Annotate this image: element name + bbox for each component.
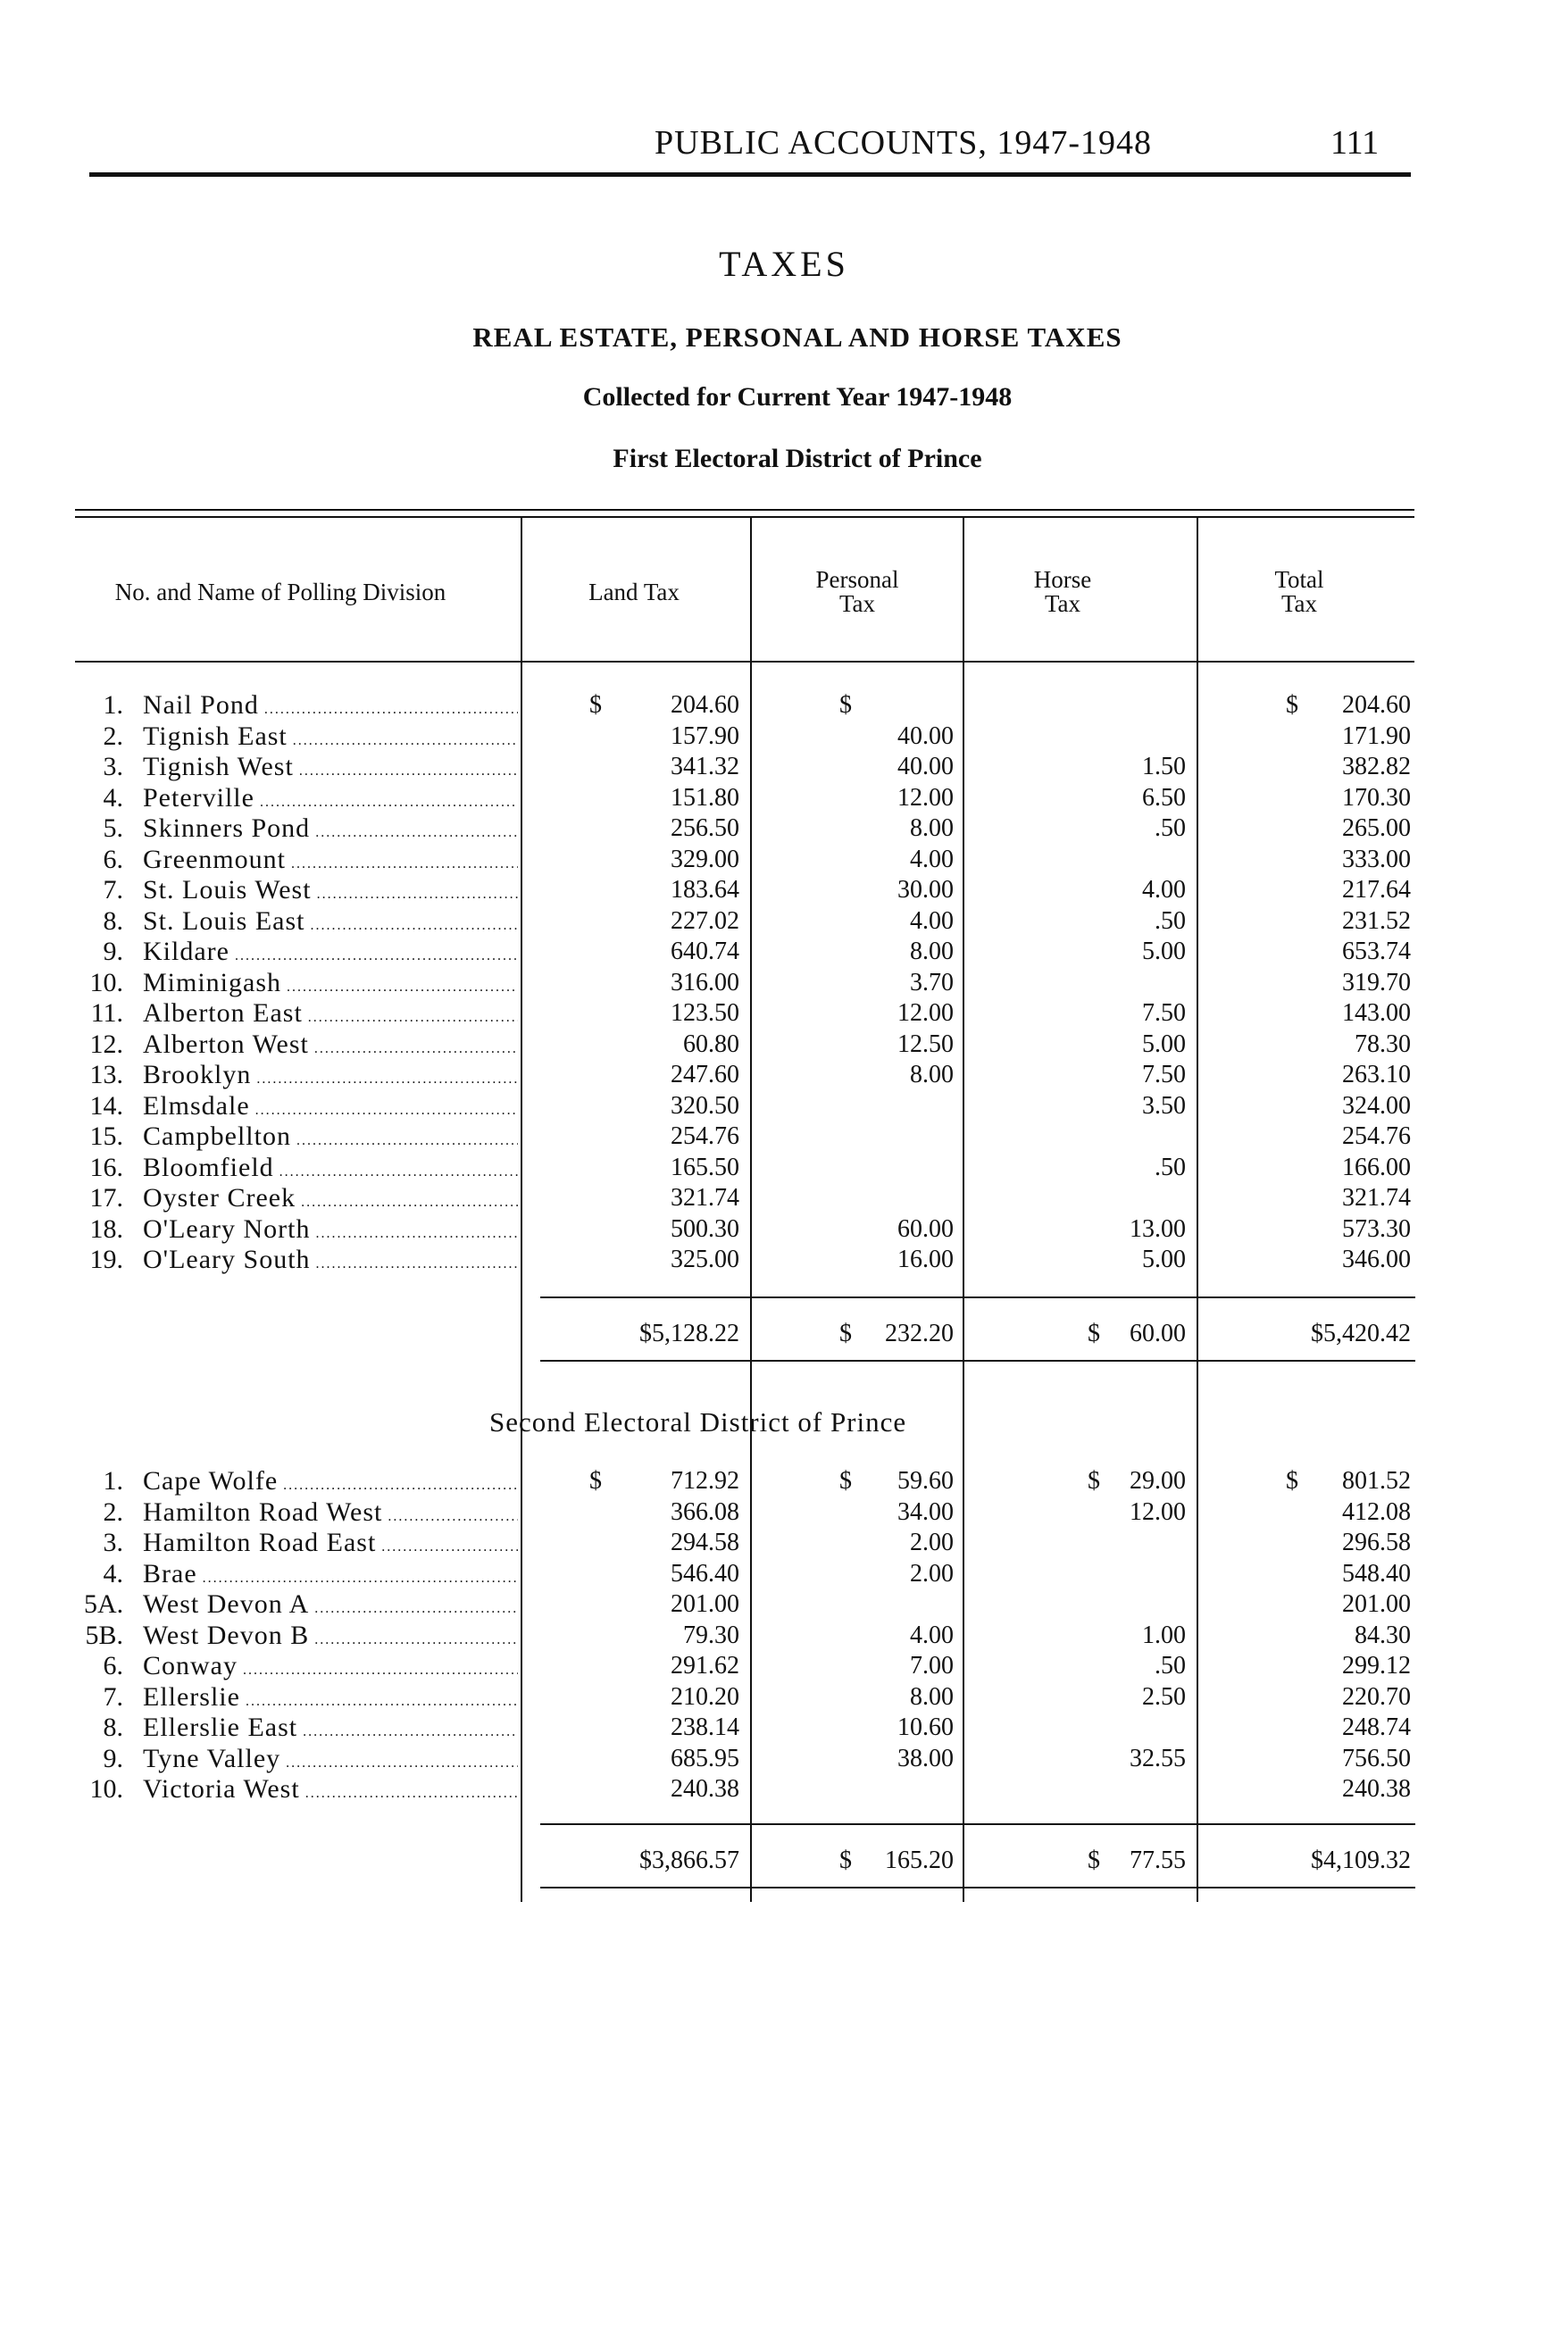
table-row [0,998,1568,1030]
col-header-total [1201,568,1397,616]
total-rule [540,1360,1415,1362]
total-currency-sign: $ [1286,1467,1298,1495]
division-number: 15. [89,1121,123,1151]
col-header-horse-line1: Horse [1033,566,1092,593]
land-tax-value: 79.30 [683,1621,739,1649]
personal-tax-value: 34.00 [897,1497,954,1526]
division-name: O'Leary South ..... [143,1245,518,1280]
horse-tax-value: 7.50 [1142,999,1186,1027]
total-tax-value: 319.70 [1342,968,1411,996]
total-tax-value: 333.00 [1342,845,1411,873]
land-tax-value: 316.00 [671,968,739,996]
division-name: Ellerslie East ..... [143,1713,518,1747]
personal-tax-value: 10.60 [897,1713,954,1741]
division-name: Hamilton Road West ..... [143,1497,518,1532]
horse-tax-value: 7.50 [1142,1061,1186,1088]
division-number: 9. [103,1743,123,1773]
personal-tax-value: 38.00 [897,1744,954,1772]
division-number: 17. [89,1183,123,1213]
land-tax-value: 640.74 [671,938,739,965]
land-tax-value: 204.60 [671,691,739,719]
division-number: 5B. [85,1620,123,1650]
land-tax-value: 366.08 [671,1497,739,1526]
division-name: O'Leary North ..... [143,1214,518,1249]
division-number: 13. [89,1060,123,1089]
total-tax-value: 801.52 [1342,1467,1411,1495]
division-name: Skinners Pond ..... [143,813,518,848]
total-tax-value: 263.10 [1342,1061,1411,1088]
personal-tax-value: 2.00 [910,1529,954,1556]
land-tax-value: 291.62 [671,1652,739,1680]
horse-tax-value: 5.00 [1142,1246,1186,1273]
col-header-personal-line1: Personal [815,566,899,593]
horse-tax-value: .50 [1155,1153,1186,1181]
land-tax-value: 546.40 [671,1559,739,1588]
land-tax-value: 254.76 [671,1122,739,1150]
total-tax-value: 170.30 [1342,783,1411,812]
division-number: 6. [103,1651,123,1680]
total-tax-value: 296.58 [1342,1529,1411,1556]
table-row [0,875,1568,906]
division-name: Nail Pond ..... [143,690,518,725]
total-tax-value: 254.76 [1342,1122,1411,1150]
division-name: Bloomfield ..... [143,1153,518,1188]
total-tax-value: 653.74 [1342,938,1411,965]
division-number: 10. [89,1774,123,1804]
division-name: St. Louis West ..... [143,875,518,910]
table-row [0,1466,1568,1497]
division-number: 8. [103,905,123,936]
table-row [0,968,1568,999]
land-tax-value: 227.02 [671,906,739,935]
division-number: 7. [103,875,123,905]
land-tax-value: 329.00 [671,845,739,873]
division-number: 12. [89,1029,123,1059]
table-row [0,906,1568,938]
district1-total-horse-currency: $ [1088,1320,1100,1347]
total-rule [540,1887,1415,1888]
division-name: Campbellton ..... [143,1121,518,1156]
total-tax-value: 143.00 [1342,999,1411,1027]
total-tax-value: 217.64 [1342,876,1411,904]
division-name: Tignish East ..... [143,721,518,756]
table-row [0,1713,1568,1744]
division-number: 4. [103,782,123,813]
total-tax-value: 573.30 [1342,1214,1411,1243]
total-tax-value: 171.90 [1342,721,1411,750]
division-name: Oyster Creek ..... [143,1183,518,1218]
total-tax-value: 324.00 [1342,1091,1411,1120]
land-tax-value: 247.60 [671,1061,739,1088]
district1-total-personal-currency: $ [839,1320,852,1347]
division-number: 19. [89,1245,123,1274]
collected-subtitle: Collected for Current Year 1947-1948 [582,382,1013,412]
division-name: Ellerslie ..... [143,1682,518,1717]
total-tax-value: 78.30 [1355,1030,1411,1058]
personal-tax-value: 59.60 [897,1467,954,1495]
section-title: REAL ESTATE, PERSONAL AND HORSE TAXES [472,321,1122,353]
district2-total-personal-currency: $ [839,1847,852,1874]
division-name: Greenmount ..... [143,845,518,880]
personal-tax-value: 4.00 [910,845,954,873]
division-name: Hamilton Road East ..... [143,1528,518,1563]
division-number: 2. [103,721,123,751]
land-tax-value: 256.50 [671,814,739,842]
division-name: Elmsdale ..... [143,1091,518,1126]
land-tax-value: 294.58 [671,1529,739,1556]
division-name: Alberton West ..... [143,1030,518,1064]
horse-tax-value: .50 [1155,1652,1186,1680]
district2-total-personal: 165.20 [885,1847,954,1874]
personal-tax-value: 60.00 [897,1214,954,1243]
table-row [0,845,1568,876]
district2-total-land: $3,866.57 [639,1847,739,1874]
subtotal-rule [540,1296,1415,1298]
running-header [0,123,1568,168]
table-row [0,1153,1568,1184]
district-heading-second: Second Electoral District of Prince [489,1406,907,1438]
col-header-total-line2: Tax [1280,590,1318,617]
division-name: Brooklyn ..... [143,1060,518,1095]
horse-tax-value: 4.00 [1142,876,1186,904]
division-number: 3. [103,752,123,781]
division-number: 10. [89,967,123,997]
division-number: 5. [103,813,123,843]
land-currency-sign: $ [589,1467,602,1495]
land-tax-value: 60.80 [683,1030,739,1058]
horse-tax-value: .50 [1155,814,1186,842]
col-header-land: Land Tax [588,579,680,605]
division-name: Tyne Valley ..... [143,1744,518,1779]
division-number: 5A. [84,1589,124,1619]
total-tax-value: 204.60 [1342,691,1411,719]
table-row [0,1559,1568,1590]
district2-total-horse: 77.55 [1130,1847,1186,1874]
division-name: Victoria West ..... [143,1774,518,1809]
land-tax-value: 165.50 [671,1153,739,1181]
col-header-horse-line2: Tax [1044,590,1081,617]
table-row [0,1214,1568,1246]
total-tax-value: 412.08 [1342,1497,1411,1526]
table-row [0,813,1568,845]
col-header-personal [759,568,955,616]
table-row [0,1183,1568,1214]
horse-tax-value: 32.55 [1130,1744,1186,1772]
division-name: Tignish West ..... [143,752,518,787]
personal-tax-value: 12.00 [897,783,954,812]
division-number: 1. [103,690,123,720]
personal-tax-value: 3.70 [910,968,954,996]
land-tax-value: 201.00 [671,1590,739,1618]
horse-tax-value: 5.00 [1142,938,1186,965]
total-currency-sign: $ [1286,691,1298,719]
division-number: 6. [103,844,123,874]
horse-tax-value: 1.00 [1142,1621,1186,1649]
division-name: Brae ..... [143,1559,518,1594]
running-title: PUBLIC ACCOUNTS, 1947-1948 [655,124,1152,162]
total-tax-value: 265.00 [1342,814,1411,842]
col-header-horse [964,568,1161,616]
total-tax-value: 548.40 [1342,1559,1411,1588]
total-tax-value: 382.82 [1342,753,1411,780]
personal-tax-value: 12.50 [897,1030,954,1058]
land-tax-value: 157.90 [671,721,739,750]
personal-tax-value: 4.00 [910,906,954,935]
total-tax-value: 299.12 [1342,1652,1411,1680]
division-number: 18. [89,1213,123,1244]
division-number: 2. [103,1496,123,1527]
land-tax-value: 341.32 [671,753,739,780]
land-tax-value: 500.30 [671,1214,739,1243]
land-tax-value: 321.74 [671,1184,739,1212]
district2-total-total: $4,109.32 [1311,1847,1411,1874]
horse-tax-value: 5.00 [1142,1030,1186,1058]
division-number: 11. [90,998,123,1028]
table-row [0,1682,1568,1713]
table-row [0,752,1568,783]
horse-tax-value: 13.00 [1130,1214,1186,1243]
total-tax-value: 240.38 [1342,1775,1411,1803]
horse-tax-value: 6.50 [1142,783,1186,812]
personal-tax-value: 30.00 [897,876,954,904]
table-row [0,1621,1568,1652]
land-currency-sign: $ [589,691,602,719]
page-title: TAXES [719,244,849,284]
subtotal-rule [540,1823,1415,1825]
division-name: Peterville ..... [143,783,518,818]
table-row [0,1030,1568,1061]
personal-tax-value: 4.00 [910,1621,954,1649]
district2-total-horse-currency: $ [1088,1847,1100,1874]
land-tax-value: 320.50 [671,1091,739,1120]
table-row [0,1651,1568,1682]
district1-total-total: $5,420.42 [1311,1320,1411,1347]
district1-total-personal: 232.20 [885,1320,954,1347]
division-number: 4. [103,1558,123,1588]
total-tax-value: 756.50 [1342,1744,1411,1772]
table-row [0,1528,1568,1559]
personal-tax-value: 8.00 [910,814,954,842]
page-number: 111 [1330,124,1380,162]
district1-total-horse: 60.00 [1130,1320,1186,1347]
horse-tax-value: 1.50 [1142,753,1186,780]
table-row [0,1091,1568,1122]
table-row [0,1245,1568,1276]
division-number: 16. [89,1152,123,1182]
total-tax-value: 231.52 [1342,906,1411,935]
land-tax-value: 325.00 [671,1246,739,1273]
personal-tax-value: 8.00 [910,938,954,965]
land-tax-value: 123.50 [671,999,739,1027]
personal-tax-value: 40.00 [897,721,954,750]
division-number: 1. [103,1466,123,1496]
division-number: 9. [103,937,123,966]
table-row [0,937,1568,968]
division-name: Cape Wolfe ..... [143,1466,518,1501]
total-tax-value: 201.00 [1342,1590,1411,1618]
division-name: Conway ..... [143,1651,518,1686]
table-row [0,1744,1568,1775]
table-top-rule-2 [75,516,1414,518]
table-row [0,1497,1568,1529]
land-tax-value: 240.38 [671,1775,739,1803]
personal-tax-value: 2.00 [910,1559,954,1588]
total-tax-value: 220.70 [1342,1682,1411,1711]
table-top-rule [75,509,1414,511]
horse-tax-value: 2.50 [1142,1682,1186,1711]
col-header-name: No. and Name of Polling Division [114,579,446,605]
personal-tax-value: 12.00 [897,999,954,1027]
table-header-rule [75,661,1414,663]
personal-currency-sign: $ [839,1467,852,1495]
personal-tax-value: 8.00 [910,1061,954,1088]
total-tax-value: 248.74 [1342,1713,1411,1741]
division-name: Kildare ..... [143,937,518,971]
division-name: West Devon A ..... [143,1589,518,1624]
personal-tax-value: 8.00 [910,1682,954,1711]
table-row [0,721,1568,753]
division-number: 3. [103,1528,123,1557]
division-name: Alberton East ..... [143,998,518,1033]
land-tax-value: 712.92 [671,1467,739,1495]
header-rule [89,172,1411,177]
table-row [0,1774,1568,1805]
district-heading-first: First Electoral District of Prince [613,444,982,473]
horse-tax-value: 12.00 [1130,1497,1186,1526]
horse-tax-value: 29.00 [1130,1467,1186,1495]
land-tax-value: 183.64 [671,876,739,904]
horse-tax-value: .50 [1155,906,1186,935]
personal-currency-sign: $ [839,691,852,719]
land-tax-value: 151.80 [671,783,739,812]
land-tax-value: 685.95 [671,1744,739,1772]
personal-tax-value: 16.00 [897,1246,954,1273]
personal-tax-value: 40.00 [897,753,954,780]
division-name: St. Louis East ..... [143,906,518,941]
horse-currency-sign: $ [1088,1467,1100,1495]
table-row [0,690,1568,721]
total-tax-value: 166.00 [1342,1153,1411,1181]
personal-tax-value: 7.00 [910,1652,954,1680]
table-row [0,783,1568,814]
table-row [0,1060,1568,1091]
col-header-personal-line2: Tax [838,590,876,617]
division-name: Miminigash ..... [143,968,518,1003]
division-number: 14. [89,1090,123,1121]
total-tax-value: 84.30 [1355,1621,1411,1649]
col-header-total-line1: Total [1274,566,1324,593]
total-tax-value: 346.00 [1342,1246,1411,1273]
district1-total-land: $5,128.22 [639,1320,739,1347]
division-name: West Devon B ..... [143,1621,518,1655]
division-number: 7. [103,1681,123,1712]
land-tax-value: 238.14 [671,1713,739,1741]
table-row [0,1121,1568,1153]
division-number: 8. [103,1713,123,1742]
table-row [0,1589,1568,1621]
land-tax-value: 210.20 [671,1682,739,1711]
total-tax-value: 321.74 [1342,1184,1411,1212]
horse-tax-value: 3.50 [1142,1091,1186,1120]
